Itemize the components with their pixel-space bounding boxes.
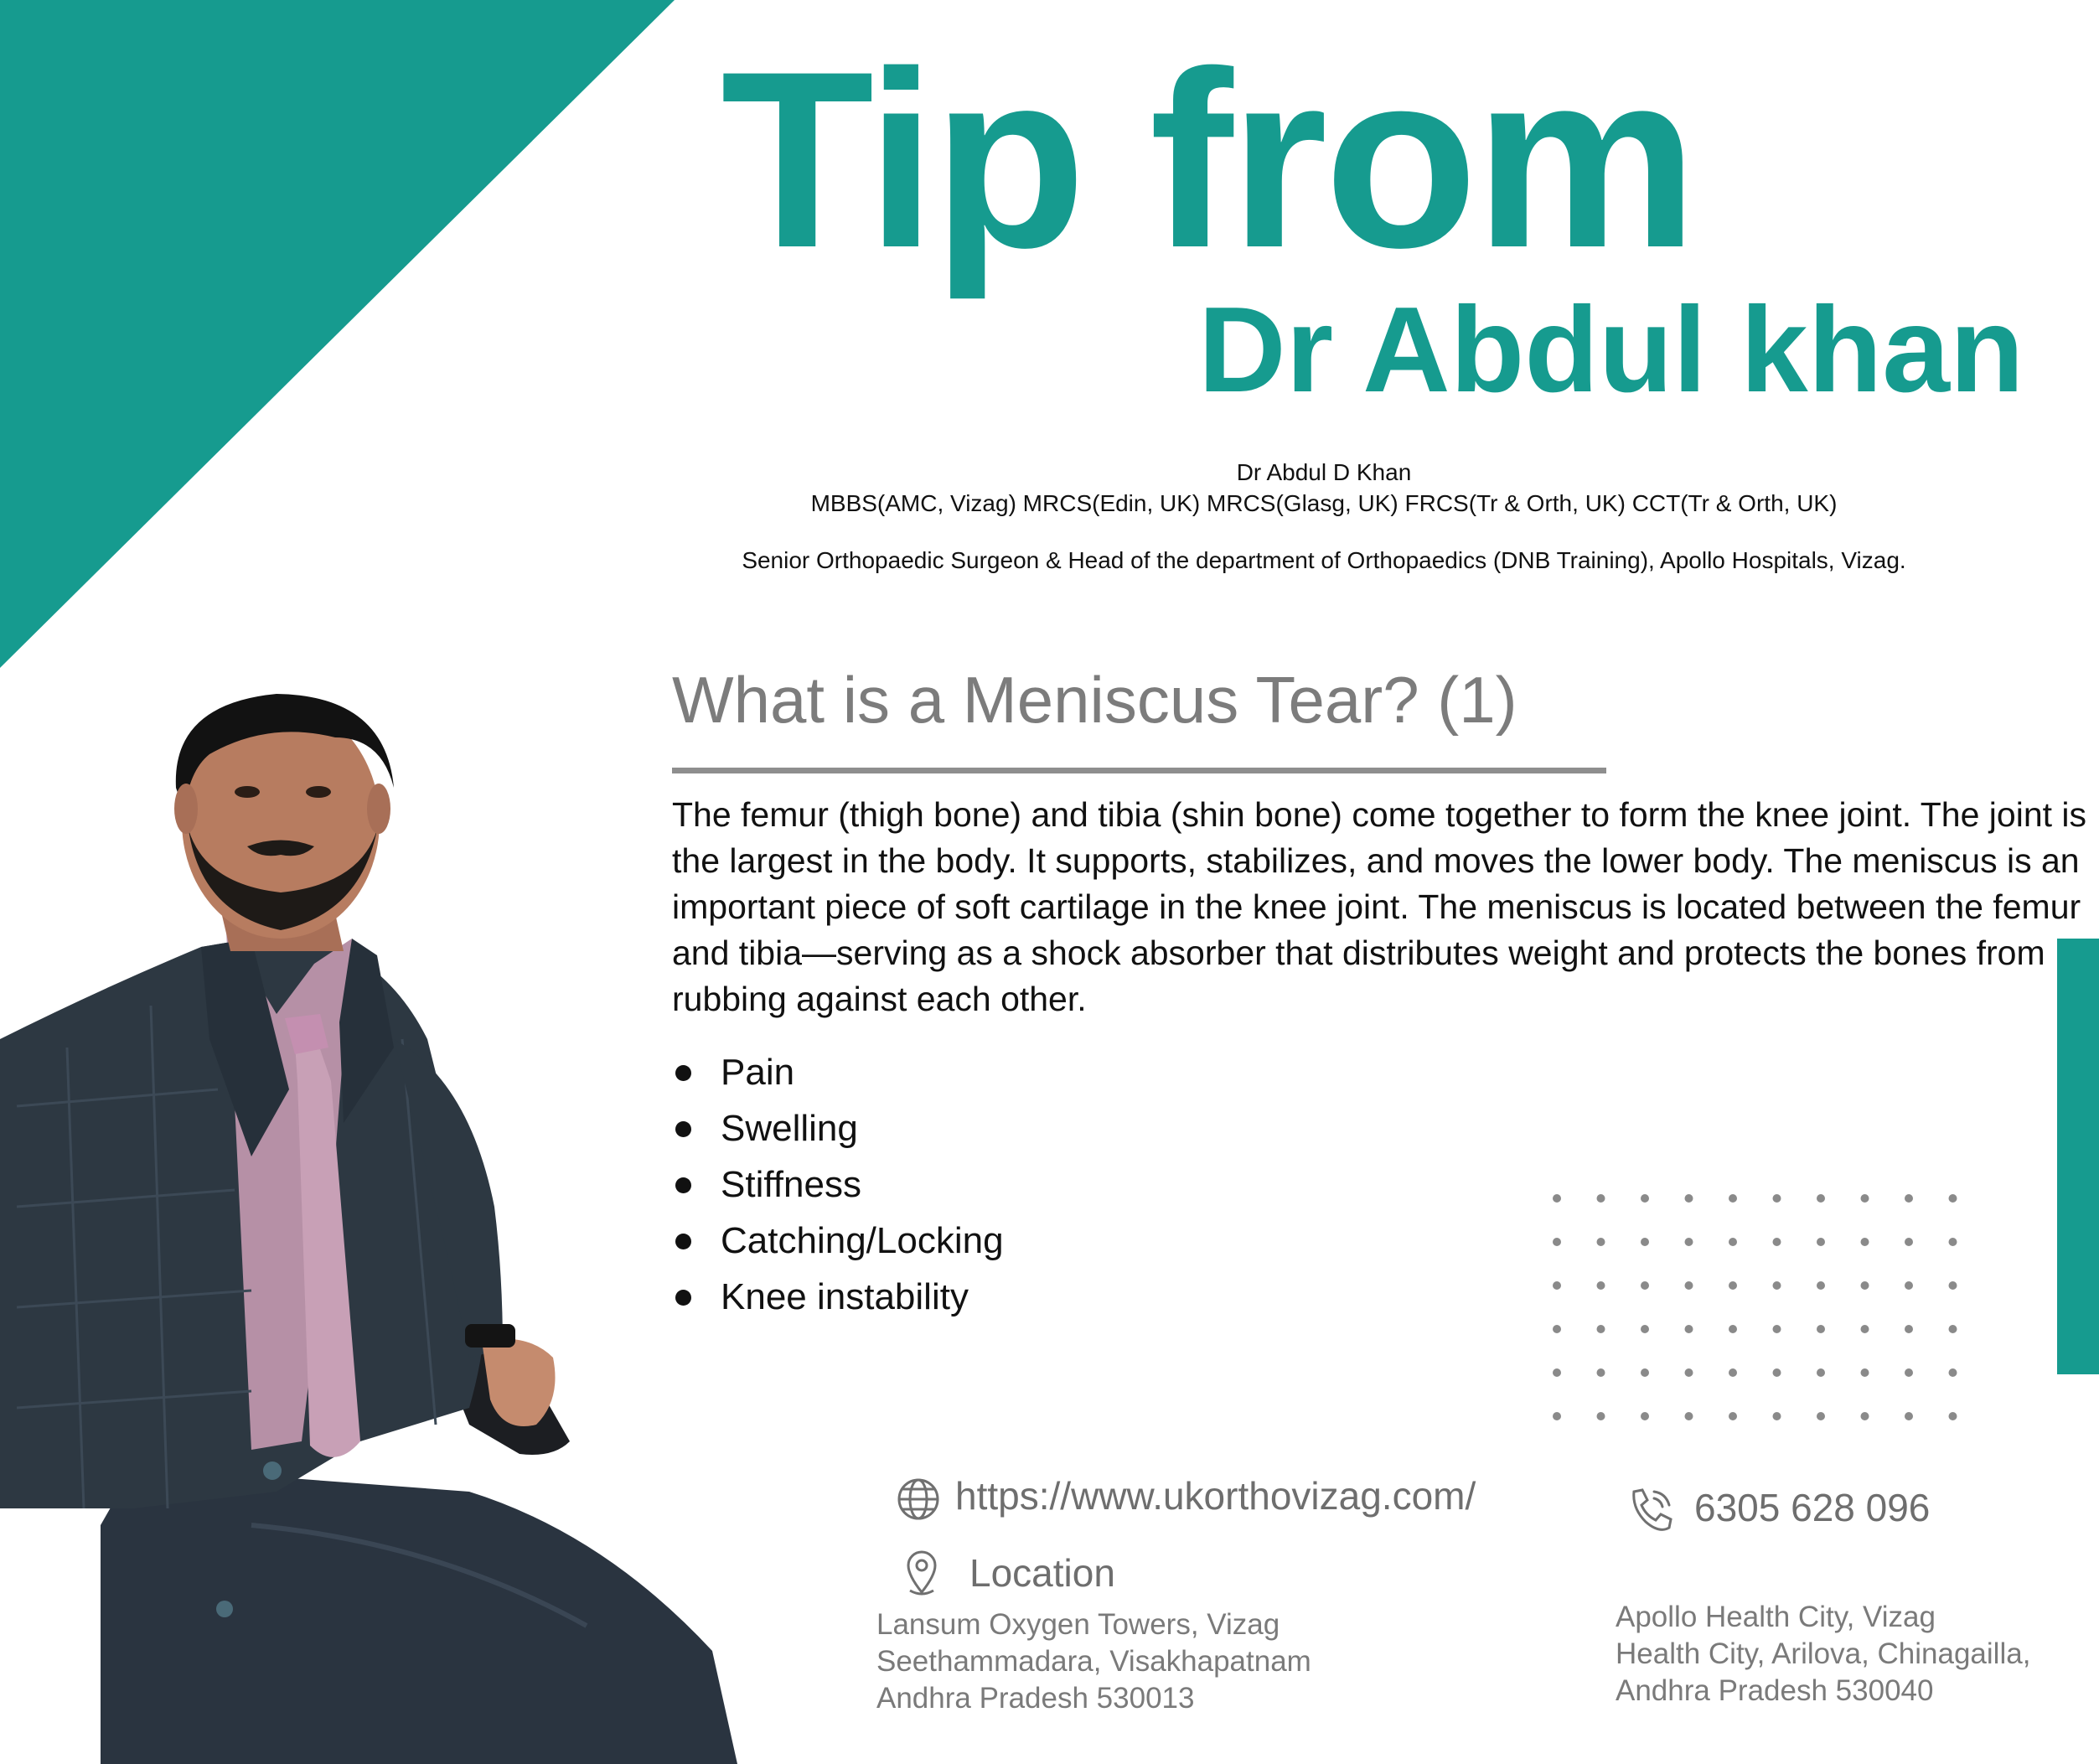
grid-dot (1597, 1238, 1605, 1246)
grid-dot (1773, 1238, 1781, 1246)
grid-dot (1685, 1194, 1693, 1203)
symptom-item: Swelling (672, 1106, 1004, 1162)
grid-dot (1729, 1368, 1737, 1377)
grid-dot (1773, 1325, 1781, 1333)
grid-dot (1905, 1281, 1913, 1290)
grid-dot (1905, 1412, 1913, 1420)
grid-dot (1597, 1412, 1605, 1420)
grid-dot (1949, 1368, 1957, 1377)
grid-dot (1861, 1412, 1869, 1420)
address-line: Apollo Health City, Vizag (1616, 1601, 1936, 1633)
grid-dot (1861, 1368, 1869, 1377)
grid-dot (1641, 1194, 1649, 1203)
address-line: Health City, Arilova, Chinagailla, (1616, 1637, 2031, 1670)
grid-dot (1597, 1325, 1605, 1333)
section-heading: What is a Meniscus Tear? (1) (672, 663, 1517, 737)
doctor-photo (0, 687, 737, 1764)
grid-dot (1685, 1368, 1693, 1377)
credential-degrees: MBBS(AMC, Vizag) MRCS(Edin, UK) MRCS(Glasg, UK) FRCS(Tr & Orth, UK) CCT(Tr & Orth, UK) (810, 490, 1838, 516)
grid-dot (1949, 1412, 1957, 1420)
grid-dot (1905, 1325, 1913, 1333)
grid-dot (1817, 1412, 1825, 1420)
grid-dot (1729, 1281, 1737, 1290)
grid-dot (1861, 1325, 1869, 1333)
grid-dot (1641, 1281, 1649, 1290)
grid-dot (1553, 1368, 1561, 1377)
grid-dot (1861, 1281, 1869, 1290)
grid-dot (1773, 1281, 1781, 1290)
grid-dot (1553, 1238, 1561, 1246)
address-line: Lansum Oxygen Towers, Vizag (876, 1608, 1280, 1641)
grid-dot (1905, 1194, 1913, 1203)
grid-dot (1641, 1412, 1649, 1420)
grid-dot (1861, 1238, 1869, 1246)
phone-number[interactable]: 6305 628 096 (1694, 1486, 1931, 1529)
grid-dot (1553, 1194, 1561, 1203)
grid-dot (1597, 1368, 1605, 1377)
symptom-item: Knee instability (672, 1275, 1004, 1331)
address-line: Seethammadara, Visakhapatnam (876, 1645, 1311, 1678)
grid-dot (1685, 1281, 1693, 1290)
website-link[interactable]: https://www.ukorthovizag.com/ (955, 1474, 1476, 1518)
grid-dot (1641, 1238, 1649, 1246)
title-tip-from: Tip from (721, 18, 1695, 300)
address-block-1 (876, 1606, 1311, 1717)
credential-name: Dr Abdul D Khan (1236, 459, 1412, 485)
grid-dot (1817, 1368, 1825, 1377)
grid-dot (1729, 1325, 1737, 1333)
grid-dot (1773, 1368, 1781, 1377)
grid-dot (1861, 1194, 1869, 1203)
phone-icon (1626, 1485, 1676, 1535)
grid-dot (1597, 1194, 1605, 1203)
grid-dot (1553, 1325, 1561, 1333)
grid-dot (1641, 1368, 1649, 1377)
grid-dot (1773, 1412, 1781, 1420)
grid-dot (1905, 1368, 1913, 1377)
heading-underline (672, 768, 1606, 773)
location-pin-icon (905, 1550, 938, 1599)
grid-dot (1553, 1412, 1561, 1420)
symptom-item: Pain (672, 1050, 1004, 1106)
grid-dot (1905, 1238, 1913, 1246)
grid-dot (1817, 1325, 1825, 1333)
address-line: Andhra Pradesh 530013 (876, 1682, 1195, 1715)
grid-dot (1773, 1194, 1781, 1203)
grid-dot (1949, 1238, 1957, 1246)
grid-dot (1641, 1325, 1649, 1333)
grid-dot (1729, 1238, 1737, 1246)
symptom-item: Stiffness (672, 1162, 1004, 1218)
grid-dot (1949, 1194, 1957, 1203)
grid-dot (1685, 1238, 1693, 1246)
grid-dot (1597, 1281, 1605, 1290)
grid-dot (1729, 1194, 1737, 1203)
grid-dot (1553, 1281, 1561, 1290)
grid-dot (1949, 1325, 1957, 1333)
symptom-item: Catching/Locking (672, 1218, 1004, 1275)
grid-dot (1685, 1412, 1693, 1420)
grid-dot (1817, 1194, 1825, 1203)
article-paragraph: The femur (thigh bone) and tibia (shin bone) come together to form the knee joint. The joint is the largest in the body. It supports, stabilizes, and moves the lower body. The meniscus is an important piece of soft cartilage in the knee joint. The meniscus is located between the femur and tibia—serving as a shock absorber that distributes weight and protects the bones from rubbing against each other. (672, 795, 2087, 1018)
grid-dot (1817, 1281, 1825, 1290)
dot-grid-decoration (1548, 1190, 1967, 1433)
credential-position: Senior Orthopaedic Surgeon & Head of the department of Orthopaedics (DNB Training), Apollo Hospitals, Vizag. (742, 547, 1906, 573)
grid-dot (1729, 1412, 1737, 1420)
globe-icon (897, 1477, 940, 1521)
grid-dot (1817, 1238, 1825, 1246)
location-label: Location (969, 1551, 1115, 1595)
grid-dot (1685, 1325, 1693, 1333)
address-line: Andhra Pradesh 530040 (1616, 1674, 1934, 1707)
grid-dot (1949, 1281, 1957, 1290)
title-doctor-name: Dr Abdul khan (1198, 282, 2024, 417)
address-block-2 (1616, 1599, 2030, 1710)
